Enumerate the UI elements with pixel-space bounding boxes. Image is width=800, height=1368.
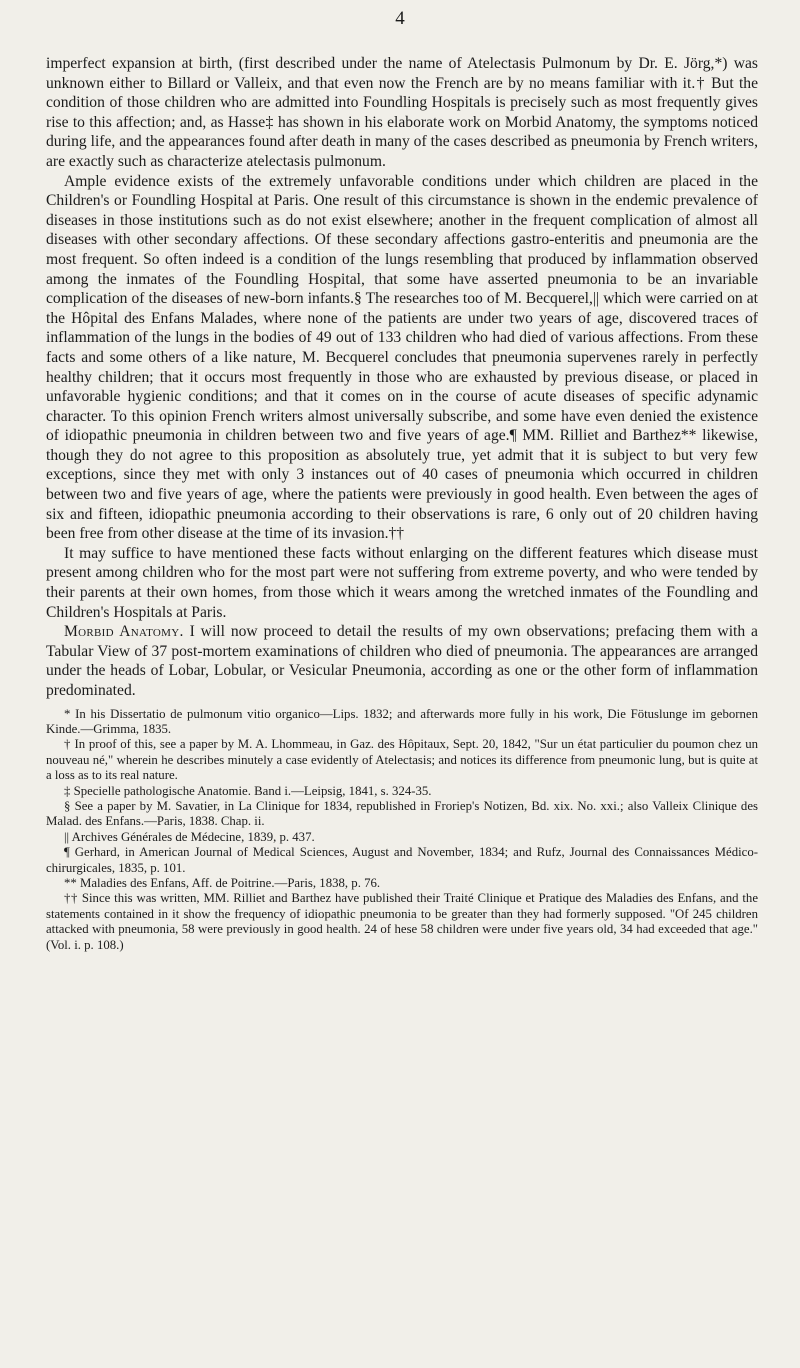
footnote: § See a paper by M. Savatier, in La Clinique for 1834, republished in Froriep's Notizen, Bd. xix. No. xxi.; also Valleix Clinique des Malad. des Enfans.—Paris, 1838. Chap. ii. (46, 799, 758, 829)
footnote: || Archives Générales de Médecine, 1839, p. 437. (64, 829, 315, 844)
footnote: † In proof of this, see a paper by M. A. Lhommeau, in Gaz. des Hôpitaux, Sept. 20, 1842, "Sur un état particulier du poumon chez un nouveau né," wherein he describes minutely a case evidently of Atelectasis; and notices its difference from pneumonic lung, but is quite at a loss as to its real nature. (46, 737, 758, 783)
footnote: ¶ Gerhard, in American Journal of Medical Sciences, August and November, 1834; and Rufz, Journal des Connaissances Médico-chirurgicales, 1835, p. 101. (46, 845, 758, 875)
footnotes (46, 707, 758, 954)
footnote: ** Maladies des Enfans, Aff. de Poitrine.—Paris, 1838, p. 76. (64, 876, 381, 891)
body-paragraph-3: It may suffice to have mentioned these facts without enlarging on the different features which disease must present among children who for the most part were not suffering from extreme poverty, and who were tended by their parents at their own homes, from those which it wears among the wretched inmates of the Foundling and Children's Hospitals at Paris. (46, 544, 758, 621)
page-content (46, 54, 758, 953)
page-number: 4 (395, 8, 405, 29)
morbid-anatomy-paragraph (46, 622, 758, 700)
footnote: * In his Dissertatio de pulmonum vitio organico—Lips. 1832; and afterwards more fully in his work, Die Fötuslunge im gebornen Kinde.—Grimma, 1835. (46, 706, 758, 736)
footnote: †† Since this was written, MM. Rilliet and Barthez have published their Traité Clinique et Pratique des Maladies des Enfans, and the statements contained in it show the frequency of idiopathic pneumonia to be greater than they had formerly supposed. "Of 245 children attacked with pneumonia, 58 were previously in good health. 24 of hese 58 children were under five years old, 34 had exceeded that age." (Vol. i. p. 108.) (46, 891, 758, 952)
footnote: ‡ Specielle pathologische Anatomie. Band i.—Leipsig, 1841, s. 324-35. (64, 783, 432, 798)
body-paragraph-2: Ample evidence exists of the extremely unfavorable conditions under which children are placed in the Children's or Foundling Hospital at Paris. One result of this circumstance is shown in the endemic prevalence of diseases in those institutions such as do not exist elsewhere; another in the frequent complication of almost all diseases with other secondary affections. Of these secondary affections gastro-enteritis and pneumonia are the most frequent. So often indeed is a condition of the lungs resembling that produced by inflammation observed among the inmates of the Foundling Hospital, that some have asserted pneumonia to be an invariable complication of the diseases of new-born infants.§ The researches too of M. Becquerel,|| which were carried on at the Hôpital des Enfans Malades, where none of the patients are under two years of age, discovered traces of inflammation of the lungs in the bodies of 49 out of 133 children who had died of various affections. From these facts and some others of a like nature, M. Becquerel concludes that pneumonia supervenes rarely in perfectly healthy children; that it occurs most frequently in those who are exhausted by previous disease, or placed in unfavorable hygienic conditions; and that it comes on in the course of acute diseases of specific adynamic character. To this opinion French writers almost universally subscribe, and some have even denied the existence of idiopathic pneumonia in children between two and five years of age.¶ MM. Rilliet and Barthez** likewise, though they do not agree to this proposition as absolutely true, yet admit that it is subject to but very few exceptions, since they met with only 3 instances out of 40 cases of pneumonia which occurred in children between two and five years of age, where the patients were previously in good health. Even between the ages of six and fifteen, idiopathic pneumonia according to their observations is rare, 6 only out of 20 children having been free from other disease at the time of its invasion.†† (46, 172, 758, 543)
body-paragraph-1: imperfect expansion at birth, (first described under the name of Atelectasis Pulmonum by Dr. E. Jörg,*) was unknown either to Billard or Valleix, and that even now the French are by no means familiar with it.† But the condition of those children who are admitted into Foundling Hospitals is precisely such as most frequently gives rise to this affection; and, as Hasse‡ has shown in his elaborate work on Morbid Anatomy, the symptoms noticed during life, and the appearances found after death in many of the cases described as pneumonia by French writers, are exactly such as characterize atelectasis pulmonum. (46, 55, 758, 170)
section-text: I will now proceed to detail the results of my own observations; prefacing them with a Tabular View of 37 post-mortem examinations of children who died of pneumonia. The appearances are arranged under the heads of Lobar, Lobular, or Vesicular Pneumonia, according as one or the other form of inflammation predominated. (46, 623, 758, 699)
section-heading: Morbid Anatomy. (64, 623, 184, 641)
